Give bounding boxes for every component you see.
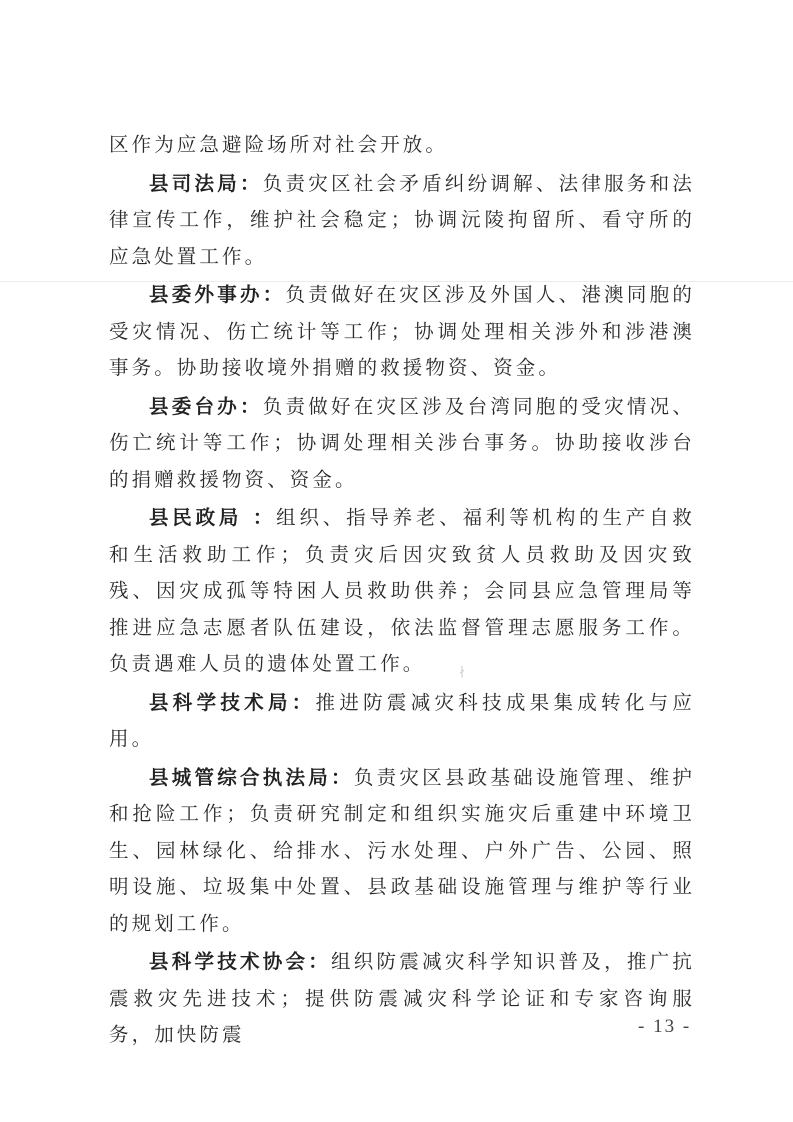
paragraph-civil-affairs — [109, 500, 695, 683]
paragraph-text: 负责灾区县政基础设施管理、维护和抢险工作；负责研究制定和组织实施灾后重建中环境卫生、园林绿化、给排水、污水处理、户外广告、公园、照明设施、垃圾集中处置、县政基础设施管理与维护等行业的规划工作。 — [109, 765, 695, 935]
paragraph-text: 组织防震减灾科学知识普及，推广抗震救灾先进技术；提供防震减灾科学论证和专家咨询服务，加快防震 — [109, 950, 695, 1046]
paragraph-heading: 县委台办： — [149, 394, 263, 418]
paragraph-justice-bureau — [109, 166, 695, 276]
paragraph-urban-management — [109, 760, 695, 943]
document-body — [109, 127, 695, 1056]
paragraph-heading: 县司法局： — [149, 171, 263, 195]
paragraph-text: 区作为应急避险场所对社会开放。 — [109, 133, 449, 156]
scan-speck: ∤ — [459, 664, 465, 678]
paragraph-text: 组织、指导养老、福利等机构的生产自救和生活救助工作；负责灾后因灾致贫人员救助及因灾致残、因灾成孤等特困人员救助供养；会同县应急管理局等推进应急志愿者队伍建设，依法监督管理志愿服务工作。负责遇难人员的遗体处置工作。 — [109, 506, 695, 675]
paragraph-text: 负责做好在灾区涉及台湾同胞的受灾情况、伤亡统计等工作；协调处理相关涉台事务。协助接收涉台的捐赠救援物资、资金。 — [109, 394, 695, 491]
paragraph-continuation — [109, 127, 695, 164]
paragraph-heading: 县委外事办： — [149, 283, 286, 306]
paragraph-foreign-affairs — [109, 277, 695, 387]
paragraph-heading: 县城管综合执法局： — [149, 765, 354, 789]
paragraph-heading: 县科学技术局： — [149, 690, 316, 714]
paragraph-heading: 县科学技术协会： — [149, 950, 332, 973]
paragraph-text: 负责灾区社会矛盾纠纷调解、法律服务和法律宣传工作，维护社会稳定；协调沅陵拘留所、看守所的应急处置工作。 — [109, 171, 695, 268]
paragraph-text: 推进防震减灾科技成果集成转化与应用。 — [109, 690, 696, 750]
paragraph-science-association — [109, 944, 695, 1054]
paragraph-science-technology — [109, 685, 695, 758]
paragraph-text: 负责做好在灾区涉及外国人、港澳同胞的受灾情况、伤亡统计等工作；协调处理相关涉外和涉港澳事务。协助接收境外捐赠的救援物资、资金。 — [109, 283, 695, 379]
paragraph-heading: 县民政局 ： — [149, 506, 277, 529]
paragraph-taiwan-affairs — [109, 389, 695, 499]
page-number: - 13 - — [638, 1016, 692, 1037]
